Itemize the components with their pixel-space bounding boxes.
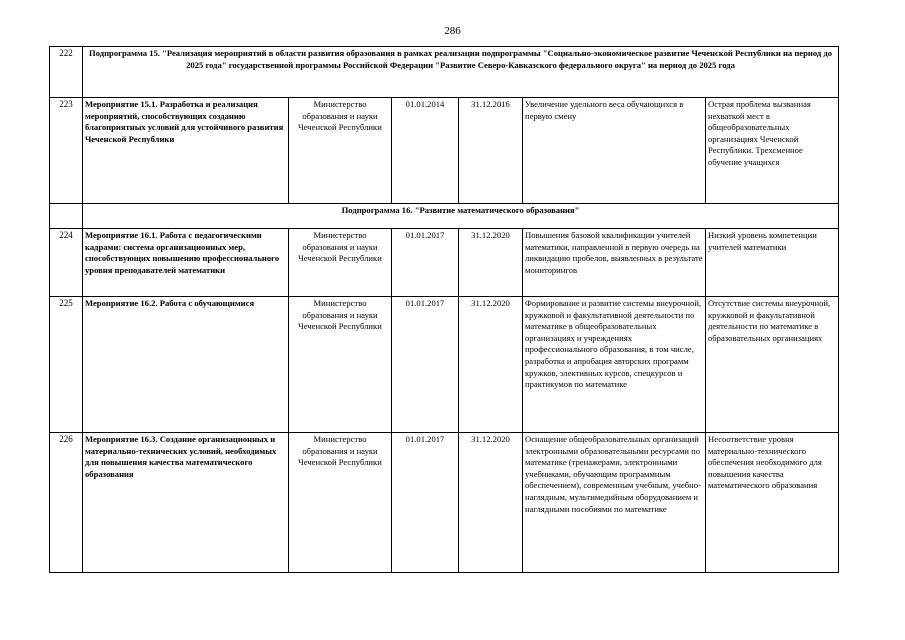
empty-number-cell bbox=[50, 204, 83, 229]
measure-cell: Мероприятие 16.1. Работа с педагогическими кадрами: система организационных мер, способствующих повышению профессионального уровня преподавателей математики bbox=[83, 229, 289, 297]
page-number: 286 bbox=[444, 25, 461, 37]
start-date-cell: 01.01.2014 bbox=[392, 98, 459, 204]
table-row-222 bbox=[50, 47, 839, 98]
row-number: 226 bbox=[50, 433, 83, 573]
executor-cell: Министерство образования и науки Чеченской Республики bbox=[289, 433, 392, 573]
end-date-cell: 31.12.2020 bbox=[459, 433, 523, 573]
problem-cell: Отсутствие системы внеурочной, кружковой и факультативной деятельности по математике в образовательных организациях bbox=[706, 297, 839, 433]
measure-cell: Мероприятие 15.1. Разработка и реализация мероприятий, способствующих созданию благоприятных условий для устойчивого развития Чеченской Республики bbox=[83, 98, 289, 204]
row-number: 225 bbox=[50, 297, 83, 433]
program-table bbox=[49, 46, 839, 573]
table-row-226 bbox=[50, 433, 839, 573]
subprogram-16-title: Подпрограмма 16. "Развитие математического образования" bbox=[83, 204, 839, 229]
row-number: 223 bbox=[50, 98, 83, 204]
table-row-225 bbox=[50, 297, 839, 433]
expected-result-cell: Формирование и развитие системы внеурочной, кружковой и факультативной деятельности по математике в общеобразовательных организациях и учреждениях профессионального образования, в том числе, разработка и апробация авторских программ кружков, элективных курсов, спецкурсов и практикумов по математике bbox=[523, 297, 706, 433]
start-date-cell: 01.01.2017 bbox=[392, 297, 459, 433]
start-date-cell: 01.01.2017 bbox=[392, 229, 459, 297]
executor-cell: Министерство образования и науки Чеченской Республики bbox=[289, 229, 392, 297]
measure-cell: Мероприятие 16.3. Создание организационных и материально-технических условий, необходимых для повышения качества математического образования bbox=[83, 433, 289, 573]
row-number: 224 bbox=[50, 229, 83, 297]
table-row-224 bbox=[50, 229, 839, 297]
expected-result-cell: Повышения базовой квалификации учителей математики, направленной в первую очередь на ликвидацию пробелов, выявленных в результате мониторингов bbox=[523, 229, 706, 297]
table-row-subprogram-16 bbox=[50, 204, 839, 229]
problem-cell: Низкий уровень компетенции учителей математики bbox=[706, 229, 839, 297]
end-date-cell: 31.12.2016 bbox=[459, 98, 523, 204]
problem-cell: Несоответствие уровня материально-технического обеспечения необходимого для повышения качества математического образования bbox=[706, 433, 839, 573]
table-row-223 bbox=[50, 98, 839, 204]
end-date-cell: 31.12.2020 bbox=[459, 297, 523, 433]
measure-cell: Мероприятие 16.2. Работа с обучающимися bbox=[83, 297, 289, 433]
expected-result-cell: Увеличение удельного веса обучающихся в первую смену bbox=[523, 98, 706, 204]
subprogram-15-title: Подпрограмма 15. "Реализация мероприятий в области развития образования в рамках реализации подпрограммы "Социально-экономическое развитие Чеченской Республики на период до 2025 года" государственной программы Российской Федерации "Развитие Северо-Кавказского федерального округа" на период до 2025 года bbox=[83, 47, 839, 98]
problem-cell: Острая проблема вызванная нехваткой мест в общеобразовательных организациях Чеченской Республики. Трехсменное обучение учащихся bbox=[706, 98, 839, 204]
executor-cell: Министерство образования и науки Чеченской Республики bbox=[289, 98, 392, 204]
expected-result-cell: Оснащение общеобразовательных организаций электронными образовательными ресурсами по математике (тренажерами, электронными учебниками, обучающим программным обеспечением), современным учебным, учебно-наглядным, мультимедийным оборудованием и наглядными пособиями по математике bbox=[523, 433, 706, 573]
row-number: 222 bbox=[50, 47, 83, 98]
executor-cell: Министерство образования и науки Чеченской Республики bbox=[289, 297, 392, 433]
end-date-cell: 31.12.2020 bbox=[459, 229, 523, 297]
start-date-cell: 01.01.2017 bbox=[392, 433, 459, 573]
